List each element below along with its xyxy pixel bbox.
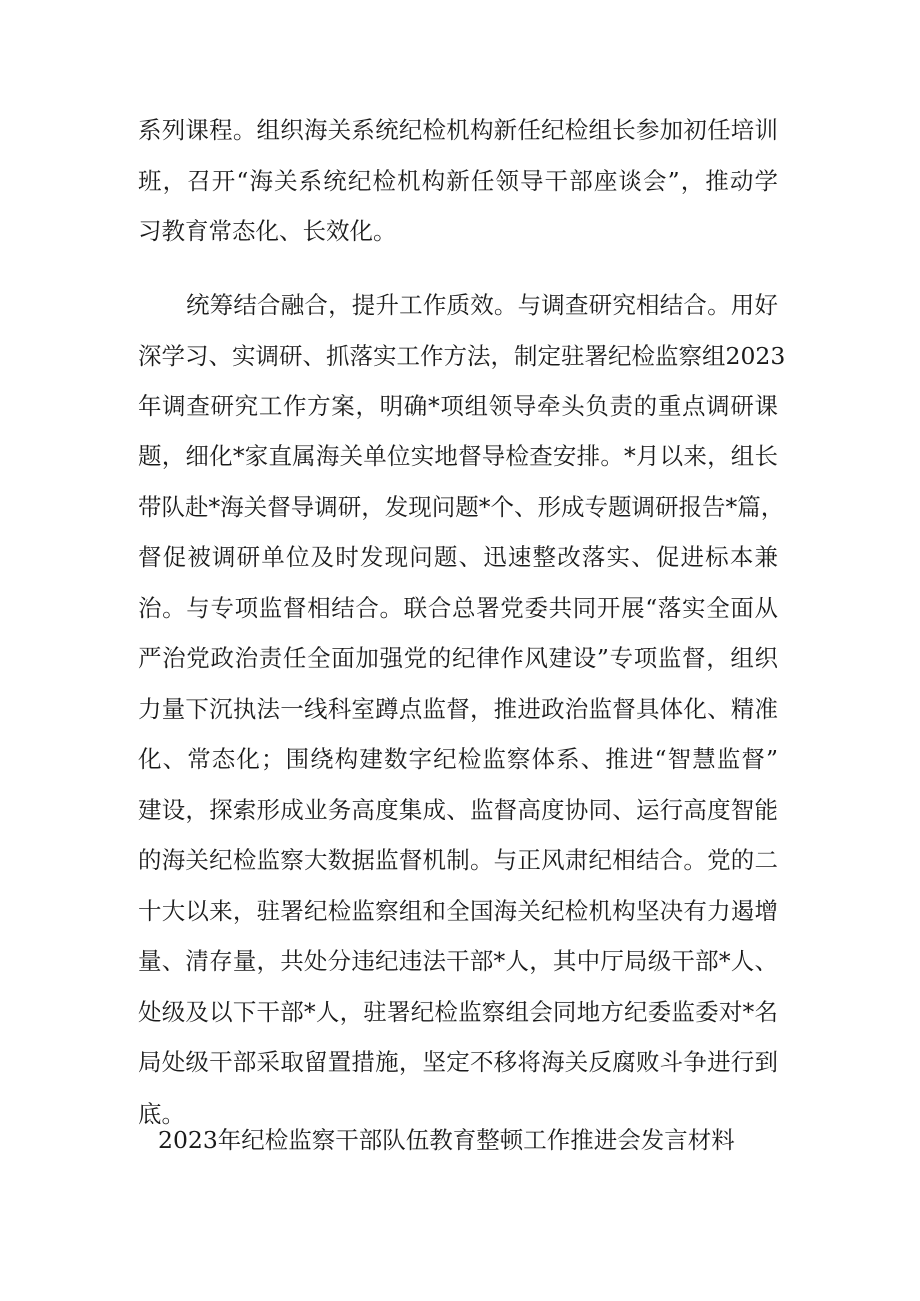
paragraph-2-line-11: 建设，探索形成业务高度集成、监督高度协同、运行高度智能 xyxy=(138,796,778,824)
paragraph-2-line-8: 严治党政治责任全面加强党的纪律作风建设”专项监督，组织 xyxy=(138,644,778,672)
paragraph-2-line-1: 统筹结合融合，提升工作质效。与调查研究相结合。用好 xyxy=(186,291,778,319)
document-title: 2023年纪检监察干部队伍教育整顿工作推进会发言材料 xyxy=(158,1126,735,1154)
paragraph-2-line-4: 题，细化*家直属海关单位实地督导检查安排。*月以来，组长 xyxy=(138,442,778,470)
paragraph-2-line-12: 的海关纪检监察大数据监督机制。与正风肃纪相结合。党的二 xyxy=(138,846,778,874)
paragraph-2-line-2: 深学习、实调研、抓落实工作方法，制定驻署纪检监察组2023 xyxy=(138,342,786,370)
paragraph-2-line-17: 底。 xyxy=(138,1100,185,1128)
paragraph-1-line-1: 系列课程。组织海关系统纪检机构新任纪检组长参加初任培训 xyxy=(138,116,778,144)
paragraph-2-line-9: 力量下沉执法一线科室蹲点监督，推进政治监督具体化、精准 xyxy=(138,695,778,723)
paragraph-2-line-6: 督促被调研单位及时发现问题、迅速整改落实、促进标本兼 xyxy=(138,543,778,571)
paragraph-2-line-5: 带队赴*海关督导调研，发现问题*个、形成专题调研报告*篇， xyxy=(138,493,785,521)
paragraph-2-line-3: 年调查研究工作方案，明确*项组领导牵头负责的重点调研课 xyxy=(138,392,778,420)
paragraph-2-line-10: 化、常态化；围绕构建数字纪检监察体系、推进“智慧监督” xyxy=(138,745,778,773)
paragraph-2-line-13: 十大以来，驻署纪检监察组和全国海关纪检机构坚决有力遏增 xyxy=(138,897,778,925)
paragraph-2-line-16: 局处级干部采取留置措施，坚定不移将海关反腐败斗争进行到 xyxy=(138,1048,778,1076)
paragraph-1-line-2: 班，召开“海关系统纪检机构新任领导干部座谈会”，推动学 xyxy=(138,167,778,195)
paragraph-2-line-7: 治。与专项监督相结合。联合总署党委共同开展“落实全面从 xyxy=(138,594,778,622)
paragraph-2-line-14: 量、清存量，共处分违纪违法干部*人，其中厅局级干部*人、 xyxy=(138,947,778,975)
paragraph-1-line-3: 习教育常态化、长效化。 xyxy=(138,217,397,245)
paragraph-2-line-15: 处级及以下干部*人，驻署纪检监察组会同地方纪委监委对*名 xyxy=(138,998,778,1026)
